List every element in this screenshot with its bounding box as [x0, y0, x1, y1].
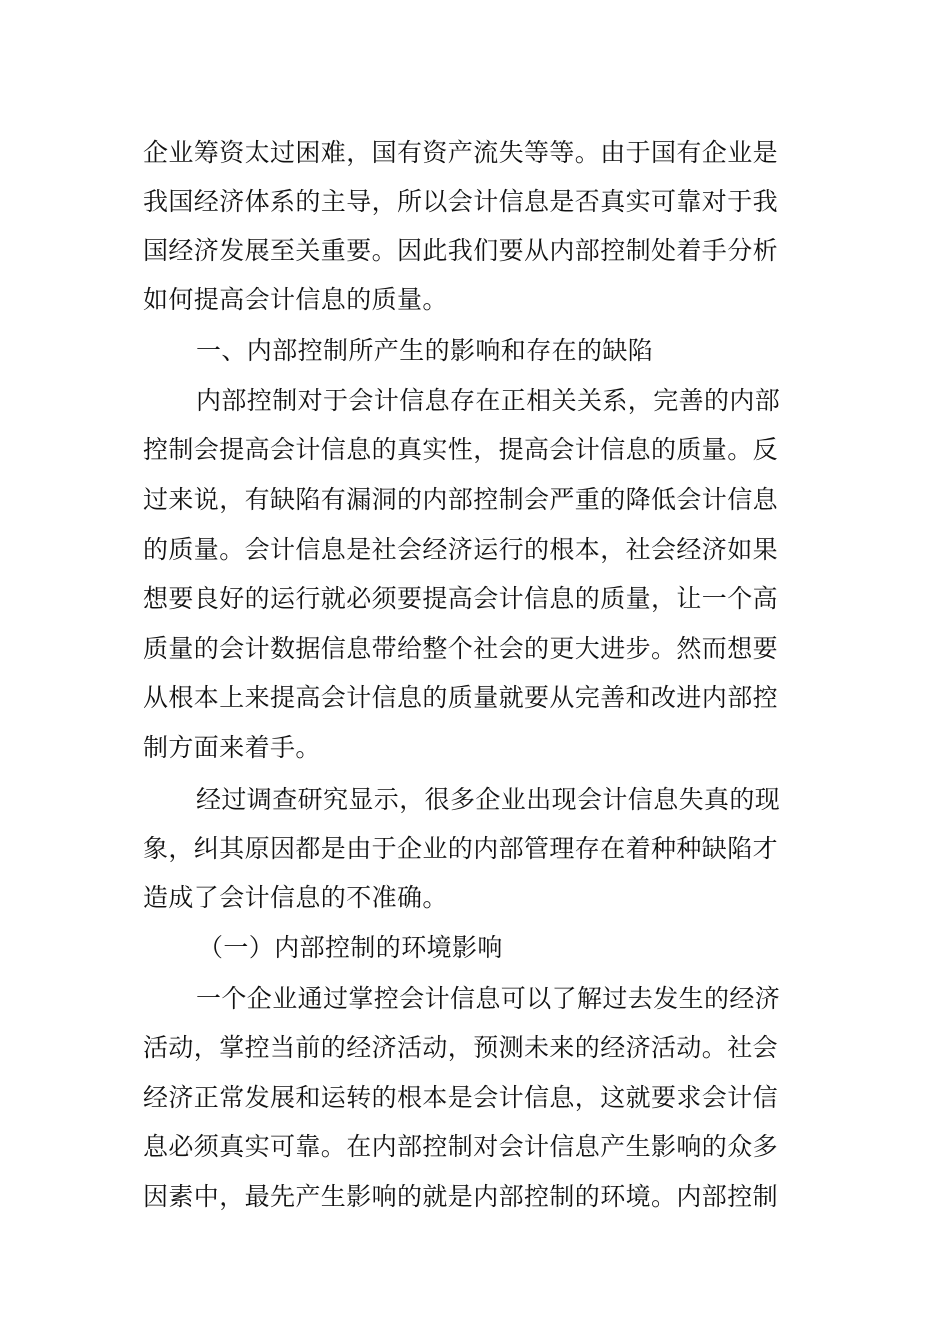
paragraph-first-line: 一个企业通过掌控会计信息可以了解过去发生的经济 — [196, 984, 781, 1013]
text-line: 息必须真实可靠。在内部控制对会计信息产生影响的众多 — [143, 1132, 779, 1161]
text-line: 质量的会计数据信息带给整个社会的更大进步。然而想要 — [143, 634, 779, 663]
subsection-heading: （一）内部控制的环境影响 — [198, 933, 503, 962]
text-line: 过来说，有缺陷有漏洞的内部控制会严重的降低会计信息 — [143, 485, 779, 514]
text-line: 象，纠其原因都是由于企业的内部管理存在着种种缺陷才 — [143, 834, 779, 863]
text-line: 如何提高会计信息的质量。 — [143, 285, 448, 314]
text-line: 活动，掌控当前的经济活动，预测未来的经济活动。社会 — [143, 1033, 779, 1062]
section-heading: 一、内部控制所产生的影响和存在的缺陷 — [196, 336, 654, 365]
paragraph-first-line: 经过调查研究显示，很多企业出现会计信息失真的现 — [196, 785, 781, 814]
text-line: 国经济发展至关重要。因此我们要从内部控制处着手分析 — [143, 236, 779, 265]
text-line: 企业筹资太过困难，国有资产流失等等。由于国有企业是 — [143, 138, 779, 167]
text-line: 想要良好的运行就必须要提高会计信息的质量，让一个高 — [143, 584, 779, 613]
text-line: 从根本上来提高会计信息的质量就要从完善和改进内部控 — [143, 683, 779, 712]
text-line: 经济正常发展和运转的根本是会计信息，这就要求会计信 — [143, 1083, 779, 1112]
paragraph-first-line: 内部控制对于会计信息存在正相关关系，完善的内部 — [196, 386, 781, 415]
text-line: 我国经济体系的主导，所以会计信息是否真实可靠对于我 — [143, 187, 779, 216]
text-line: 的质量。会计信息是社会经济运行的根本，社会经济如果 — [143, 535, 779, 564]
text-line: 因素中，最先产生影响的就是内部控制的环境。内部控制 — [143, 1182, 779, 1211]
text-line: 造成了会计信息的不准确。 — [143, 883, 448, 912]
text-line: 制方面来着手。 — [143, 733, 321, 762]
text-line: 控制会提高会计信息的真实性，提高会计信息的质量。反 — [143, 435, 779, 464]
